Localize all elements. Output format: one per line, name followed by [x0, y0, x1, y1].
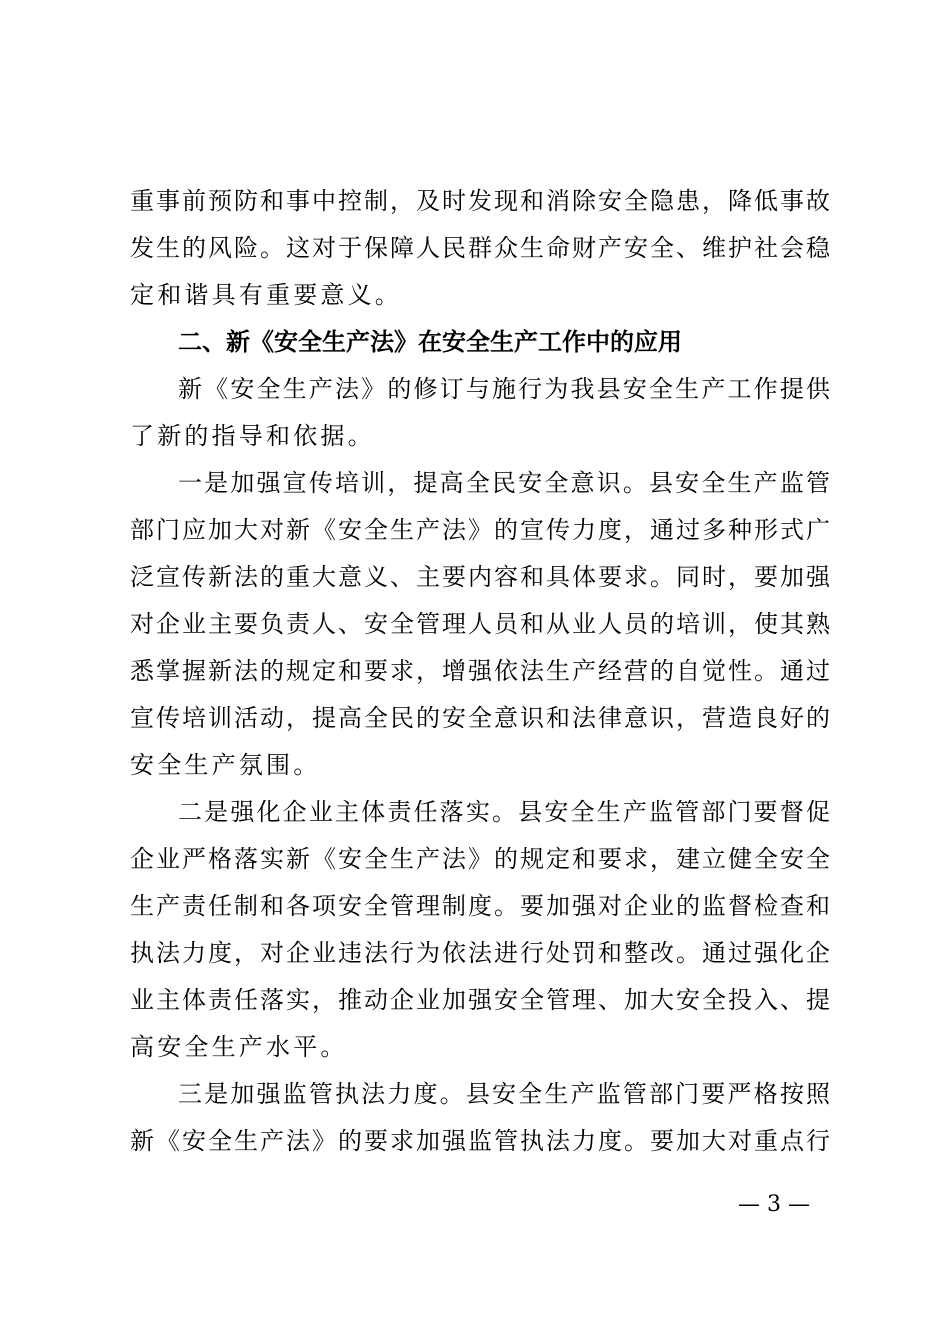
paragraph-line: 宣传培训活动，提高全民的安全意识和法律意识，营造良好的 [130, 704, 830, 732]
paragraph-line: 执法力度，对企业违法行为依法进行处罚和整改。通过强化企 [130, 939, 830, 967]
paragraph-line: 悉掌握新法的规定和要求，增强依法生产经营的自觉性。通过 [130, 657, 830, 685]
paragraph-line: 了新的指导和依据。 [130, 422, 375, 450]
paragraph-line: 一是加强宣传培训，提高全民安全意识。县安全生产监管 [178, 469, 830, 497]
page-number: — 3 — [738, 1192, 810, 1217]
paragraph-line: 新《安全生产法》的修订与施行为我县安全生产工作提供 [178, 375, 830, 403]
paragraph-line: 二是强化企业主体责任落实。县安全生产监管部门要督促 [178, 798, 830, 826]
paragraph-line: 部门应加大对新《安全生产法》的宣传力度，通过多种形式广 [130, 516, 830, 544]
paragraph-line: 发生的风险。这对于保障人民群众生命财产安全、维护社会稳 [130, 234, 830, 262]
paragraph-line: 生产责任制和各项安全管理制度。要加强对企业的监督检查和 [130, 892, 830, 920]
paragraph-line: 安全生产氛围。 [130, 751, 321, 779]
paragraph-line: 泛宣传新法的重大意义、主要内容和具体要求。同时，要加强 [130, 563, 830, 591]
section-heading: 二、新《安全生产法》在安全生产工作中的应用 [178, 328, 682, 356]
paragraph-line: 企业严格落实新《安全生产法》的规定和要求，建立健全安全 [130, 845, 830, 873]
paragraph-line: 重事前预防和事中控制，及时发现和消除安全隐患，降低事故 [130, 187, 830, 215]
paragraph-line: 对企业主要负责人、安全管理人员和从业人员的培训，使其熟 [130, 610, 830, 638]
paragraph-line: 业主体责任落实，推动企业加强安全管理、加大安全投入、提 [130, 986, 830, 1014]
paragraph-line: 三是加强监管执法力度。县安全生产监管部门要严格按照 [178, 1080, 830, 1108]
paragraph-line: 新《安全生产法》的要求加强监管执法力度。要加大对重点行 [130, 1127, 830, 1155]
paragraph-line: 定和谐具有重要意义。 [130, 281, 402, 309]
paragraph-line: 高安全生产水平。 [130, 1033, 348, 1061]
